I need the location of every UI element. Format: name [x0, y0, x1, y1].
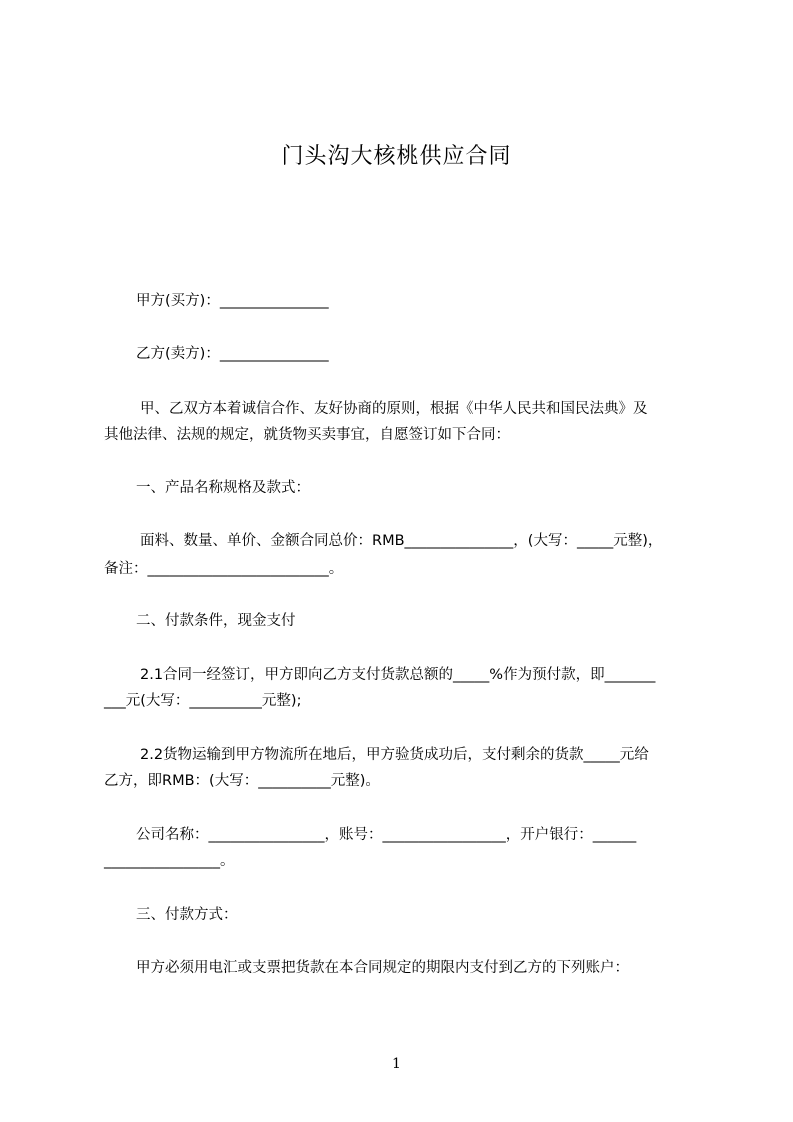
clause-2-2-line-2: 乙方，即RMB：(大写：__________元整)。: [104, 773, 380, 789]
party-a-line: 甲方(买方)：_______________: [136, 293, 329, 309]
section-2-heading: 二、付款条件，现金支付: [136, 613, 296, 629]
section-1-line-2: 备注：_________________________。: [104, 561, 344, 577]
section-3-heading: 三、付款方式：: [136, 907, 238, 923]
section-1-line-1: 面料、数量、单价、金额合同总价：RMB_______________，(大写：_____元整)，: [140, 533, 663, 549]
clause-2-1-line-1: 2.1合同一经签订，甲方即向乙方支付货款总额的_____%作为预付款，即_______: [140, 667, 656, 683]
clause-2-2-line-1: 2.2货物运输到甲方物流所在地后，甲方验货成功后，支付剩余的货款_____元给: [140, 747, 649, 763]
intro-paragraph-line-1: 甲、乙双方本着诚信合作、友好协商的原则，根据《中华人民共和国民法典》及: [140, 401, 648, 417]
section-1-heading: 一、产品名称规格及款式：: [136, 480, 310, 496]
document-title: 门头沟大核桃供应合同: [281, 144, 512, 169]
clause-2-1-line-2: ___元(大写：__________元整);: [104, 693, 302, 709]
party-b-line: 乙方(卖方)：_______________: [136, 346, 329, 362]
account-line-1: 公司名称：________________，账号：_________________，开户银行：______: [136, 827, 637, 843]
intro-paragraph-line-2: 其他法律、法规的规定，就货物买卖事宜，自愿签订如下合同：: [104, 427, 510, 443]
page-number: 1: [392, 1056, 401, 1072]
account-line-2: ________________。: [104, 853, 235, 869]
section-3-text: 甲方必须用电汇或支票把货款在本合同规定的期限内支付到乙方的下列账户：: [136, 960, 629, 976]
